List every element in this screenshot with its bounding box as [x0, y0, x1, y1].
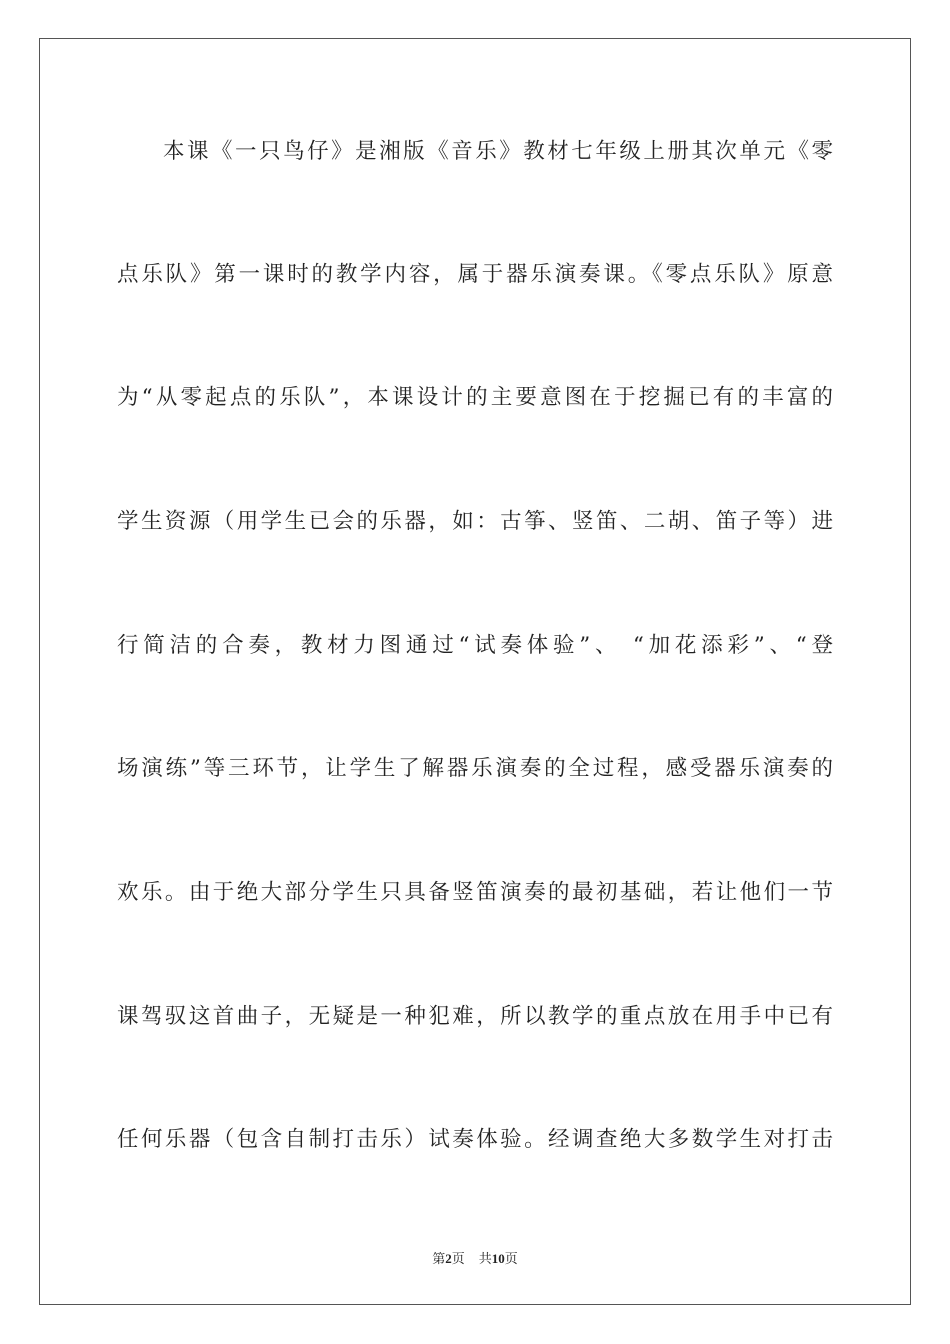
paragraph-line-7: 欢乐。由于绝大部分学生只具备竖笛演奏的最初基础，若让他们一节 [117, 880, 833, 905]
paragraph-line-3: 为“从零起点的乐队”，本课设计的主要意图在于挖掘已有的丰富的 [117, 385, 833, 410]
paragraph-line-4: 学生资源（用学生已会的乐器，如：古筝、竖笛、二胡、笛子等）进 [117, 509, 833, 534]
paragraph-line-5: 行简洁的合奏，教材力图通过“试奏体验”、 “加花添彩”、“登 [117, 633, 833, 658]
paragraph-line-9: 任何乐器（包含自制打击乐）试奏体验。经调查绝大多数学生对打击 [117, 1127, 833, 1152]
page-border [39, 38, 911, 1305]
page-label-prefix: 第 [432, 1251, 446, 1266]
paragraph-line-2: 点乐队》第一课时的教学内容，属于器乐演奏课。《零点乐队》原意 [117, 262, 833, 287]
total-label-suffix: 页 [504, 1251, 518, 1266]
paragraph-line-6: 场演练”等三环节，让学生了解器乐演奏的全过程，感受器乐演奏的 [117, 756, 833, 781]
page-footer [0, 1248, 950, 1267]
total-label-prefix: 共 [478, 1251, 492, 1266]
page-label-suffix: 页 [451, 1251, 465, 1266]
paragraph-line-8: 课驾驭这首曲子，无疑是一种犯难，所以教学的重点放在用手中已有 [117, 1004, 833, 1029]
paragraph-line-1: 本课《一只鸟仔》是湘版《音乐》教材七年级上册其次单元《零 [163, 139, 833, 164]
page-number: 2 [445, 1251, 452, 1266]
total-pages: 10 [491, 1251, 505, 1266]
